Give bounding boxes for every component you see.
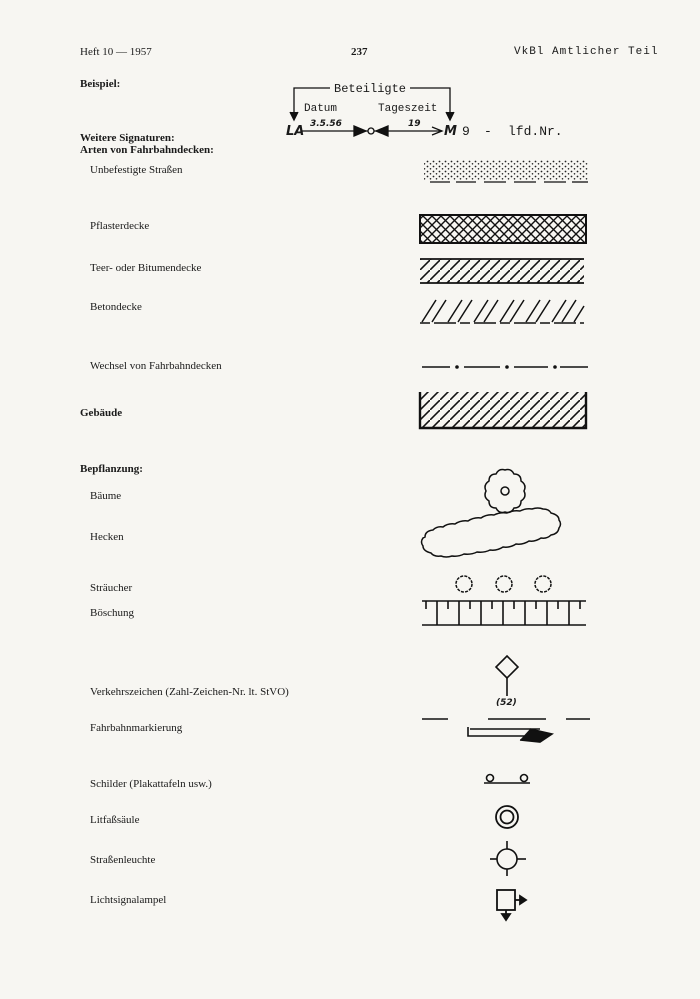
traffic-sign-number: (52) (496, 698, 517, 708)
label-plates: Schilder (Plakattafeln usw.) (90, 778, 212, 790)
dash: - (484, 124, 492, 139)
label-advertising-column: Litfaßsäule (90, 814, 140, 826)
building-symbol (420, 392, 586, 428)
plates-symbol (484, 775, 530, 784)
concrete-symbol (420, 300, 584, 323)
paving-symbol (420, 215, 586, 243)
label-bitumen: Teer- oder Bitumendecke (90, 262, 202, 274)
label-paving: Pflasterdecke (90, 220, 150, 232)
example-collision-line (302, 126, 442, 136)
road-marking-symbol (422, 719, 590, 742)
date-label: Datum (304, 103, 338, 115)
time-label: Tageszeit (378, 103, 438, 115)
traffic-light-symbol (497, 890, 526, 920)
hedge-symbol (422, 508, 561, 557)
shrubs-symbol (456, 576, 551, 592)
surfaces-heading: Arten von Fahrbahndecken: (80, 144, 214, 156)
traffic-sign-symbol (496, 656, 518, 696)
label-trees: Bäume (90, 490, 122, 502)
date-value: 3.5.56 (310, 119, 342, 129)
header-publication: VkBl Amtlicher Teil (514, 46, 659, 58)
label-unpaved: Unbefestigte Straßen (90, 164, 183, 176)
planting-heading: Bepflanzung: (80, 463, 143, 475)
label-embankment: Böschung (90, 607, 134, 619)
label-hedges: Hecken (90, 531, 124, 543)
example-bracket (290, 88, 454, 120)
label-shrubs: Sträucher (90, 582, 133, 594)
embankment-symbol (422, 601, 586, 625)
right-code: M (444, 124, 457, 139)
label-traffic-sign: Verkehrszeichen (Zahl-Zeichen-Nr. lt. StVO) (90, 686, 289, 698)
label-traffic-light: Lichtsignalampel (90, 894, 167, 906)
label-road-marking: Fahrbahnmarkierung (90, 722, 183, 734)
time-value: 19 (408, 119, 421, 129)
label-street-lamp: Straßenleuchte (90, 854, 156, 866)
number: 9 (462, 124, 470, 139)
surface-change-symbol (422, 366, 588, 368)
header-issue: Heft 10 — 1957 (80, 46, 152, 58)
serial-label: lfd.Nr. (508, 124, 563, 139)
street-lamp-symbol (490, 841, 526, 876)
label-concrete: Betondecke (90, 301, 142, 313)
label-surface-change: Wechsel von Fahrbahndecken (90, 360, 222, 372)
label-building: Gebäude (80, 407, 123, 419)
advertising-column-symbol (496, 806, 518, 828)
unpaved-road-symbol (424, 160, 588, 182)
bitumen-symbol (420, 259, 584, 283)
tree-symbol (485, 470, 525, 513)
example-heading: Beispiel: (80, 78, 121, 90)
participants-label: Beteiligte (334, 82, 407, 96)
left-code: LA (286, 124, 305, 139)
signatures-heading: Weitere Signaturen: (80, 132, 175, 144)
page-number: 237 (351, 46, 368, 58)
